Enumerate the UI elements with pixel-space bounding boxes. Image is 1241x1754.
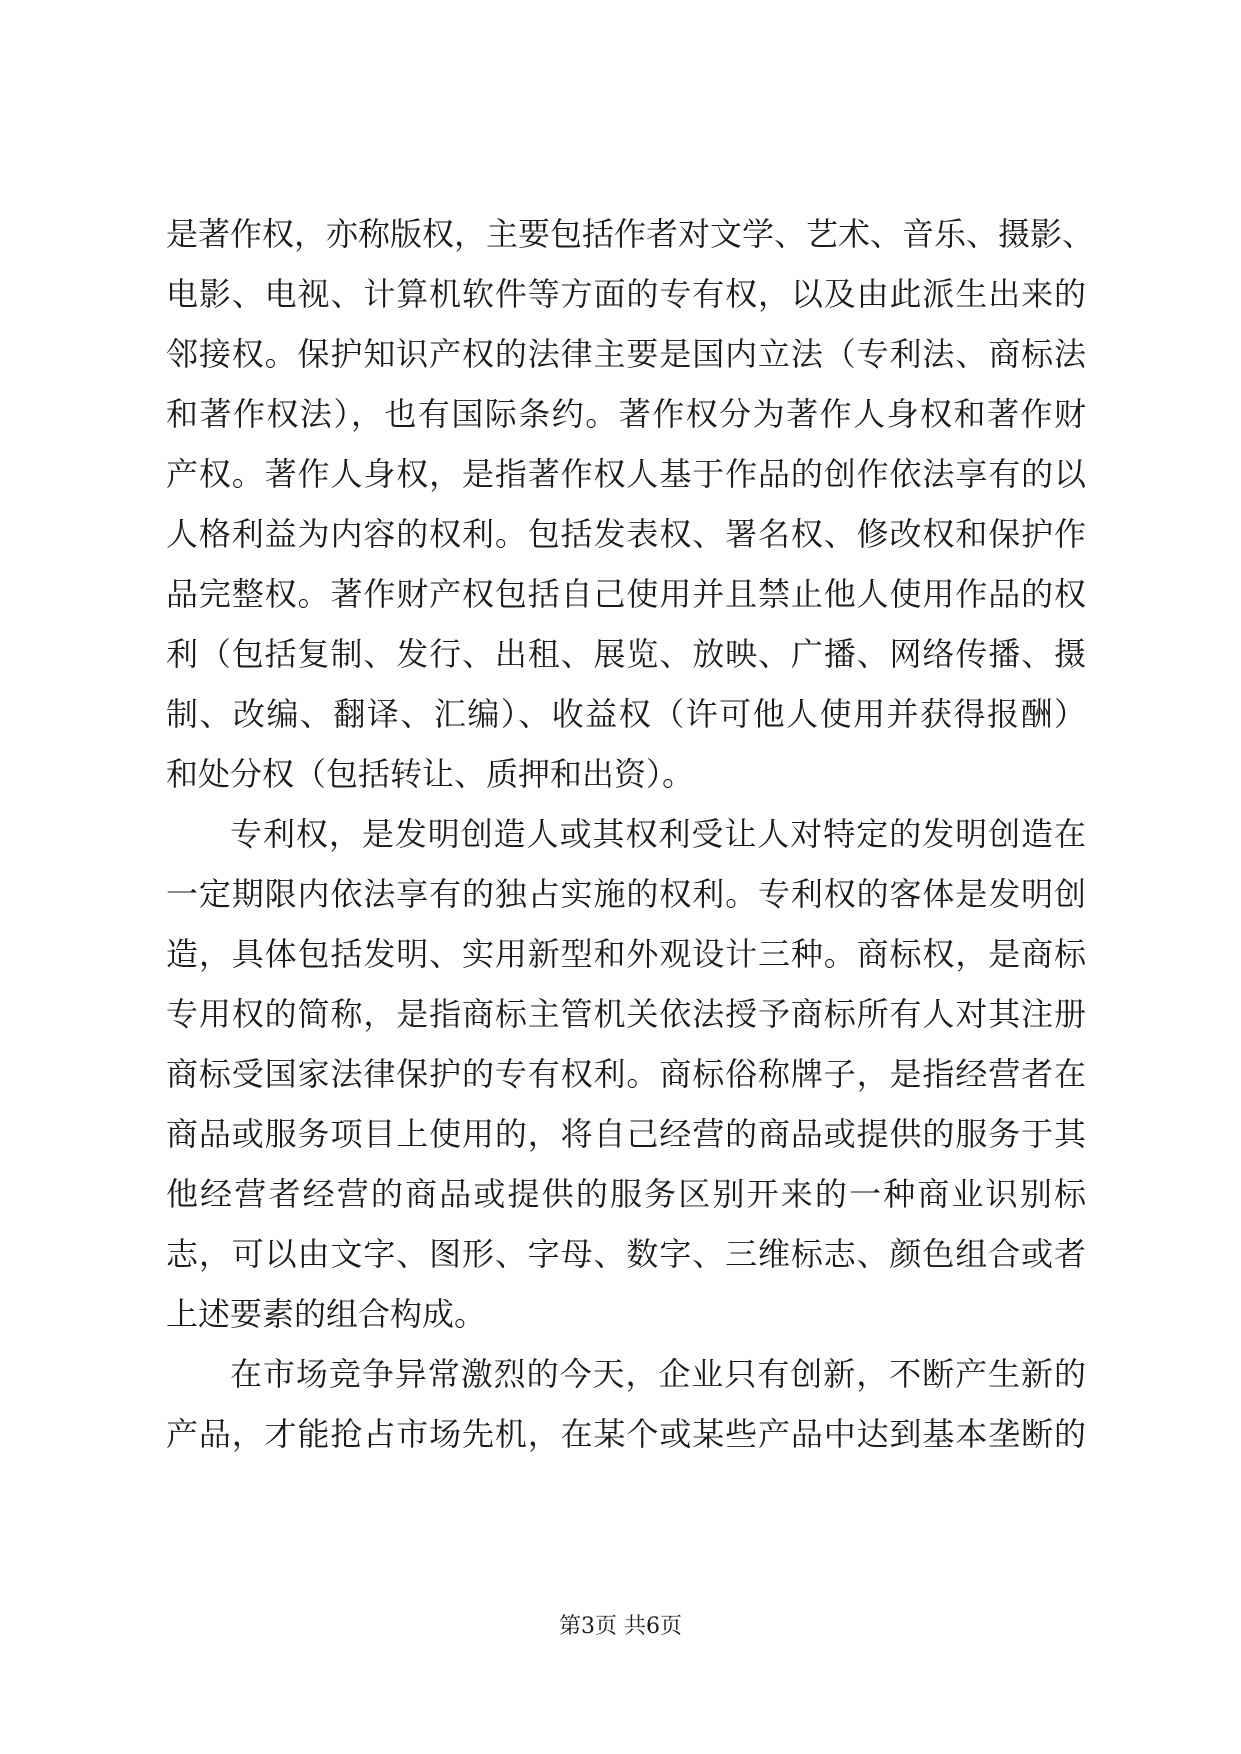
body-text [166, 204, 1095, 1464]
paragraph-start-line: 专利权，是发明创造人或其权利受让人对特定的发明创造在 [230, 815, 1086, 853]
text-line: 上述要素的组合构成。 [166, 1295, 487, 1333]
page-footer [0, 1612, 1241, 1642]
text-line: 品完整权。著作财产权包括自己使用并且禁止他人使用作品的权 [166, 575, 1086, 613]
text-line: 邻接权。保护知识产权的法律主要是国内立法（专利法、商标法 [166, 335, 1086, 373]
text-line: 和处分权（包括转让、质押和出资）。 [166, 755, 695, 793]
text-line: 商标受国家法律保护的专有权利。商标俗称牌子，是指经营者在 [166, 1055, 1086, 1093]
text-line: 制、改编、翻译、汇编）、收益权（许可他人使用并获得报酬） [166, 695, 1086, 733]
text-line: 产权。著作人身权，是指著作权人基于作品的创作依法享有的以 [166, 455, 1086, 493]
text-line: 一定期限内依法享有的独占实施的权利。专利权的客体是发明创 [166, 875, 1086, 913]
text-line: 产品，才能抢占市场先机，在某个或某些产品中达到基本垄断的 [166, 1415, 1086, 1453]
text-line: 电影、电视、计算机软件等方面的专有权，以及由此派生出来的 [166, 275, 1086, 313]
text-line: 商品或服务项目上使用的，将自己经营的商品或提供的服务于其 [166, 1115, 1086, 1153]
text-line: 志，可以由文字、图形、字母、数字、三维标志、颜色组合或者 [166, 1235, 1086, 1273]
text-line: 是著作权，亦称版权，主要包括作者对文学、艺术、音乐、摄影、 [166, 215, 1095, 253]
paragraph-start-line: 在市场竞争异常激烈的今天，企业只有创新，不断产生新的 [230, 1355, 1086, 1393]
text-line: 造，具体包括发明、实用新型和外观设计三种。商标权，是商标 [166, 935, 1086, 973]
text-line: 人格利益为内容的权利。包括发表权、署名权、修改权和保护作 [166, 515, 1086, 553]
text-line: 专用权的简称，是指商标主管机关依法授予商标所有人对其注册 [166, 995, 1086, 1033]
page-number: 第3页 共6页 [559, 1614, 682, 1639]
text-line: 和著作权法），也有国际条约。著作权分为著作人身权和著作财 [166, 395, 1086, 433]
text-line: 利（包括复制、发行、出租、展览、放映、广播、网络传播、摄 [166, 635, 1086, 673]
text-line: 他经营者经营的商品或提供的服务区别开来的一种商业识别标 [166, 1175, 1086, 1213]
